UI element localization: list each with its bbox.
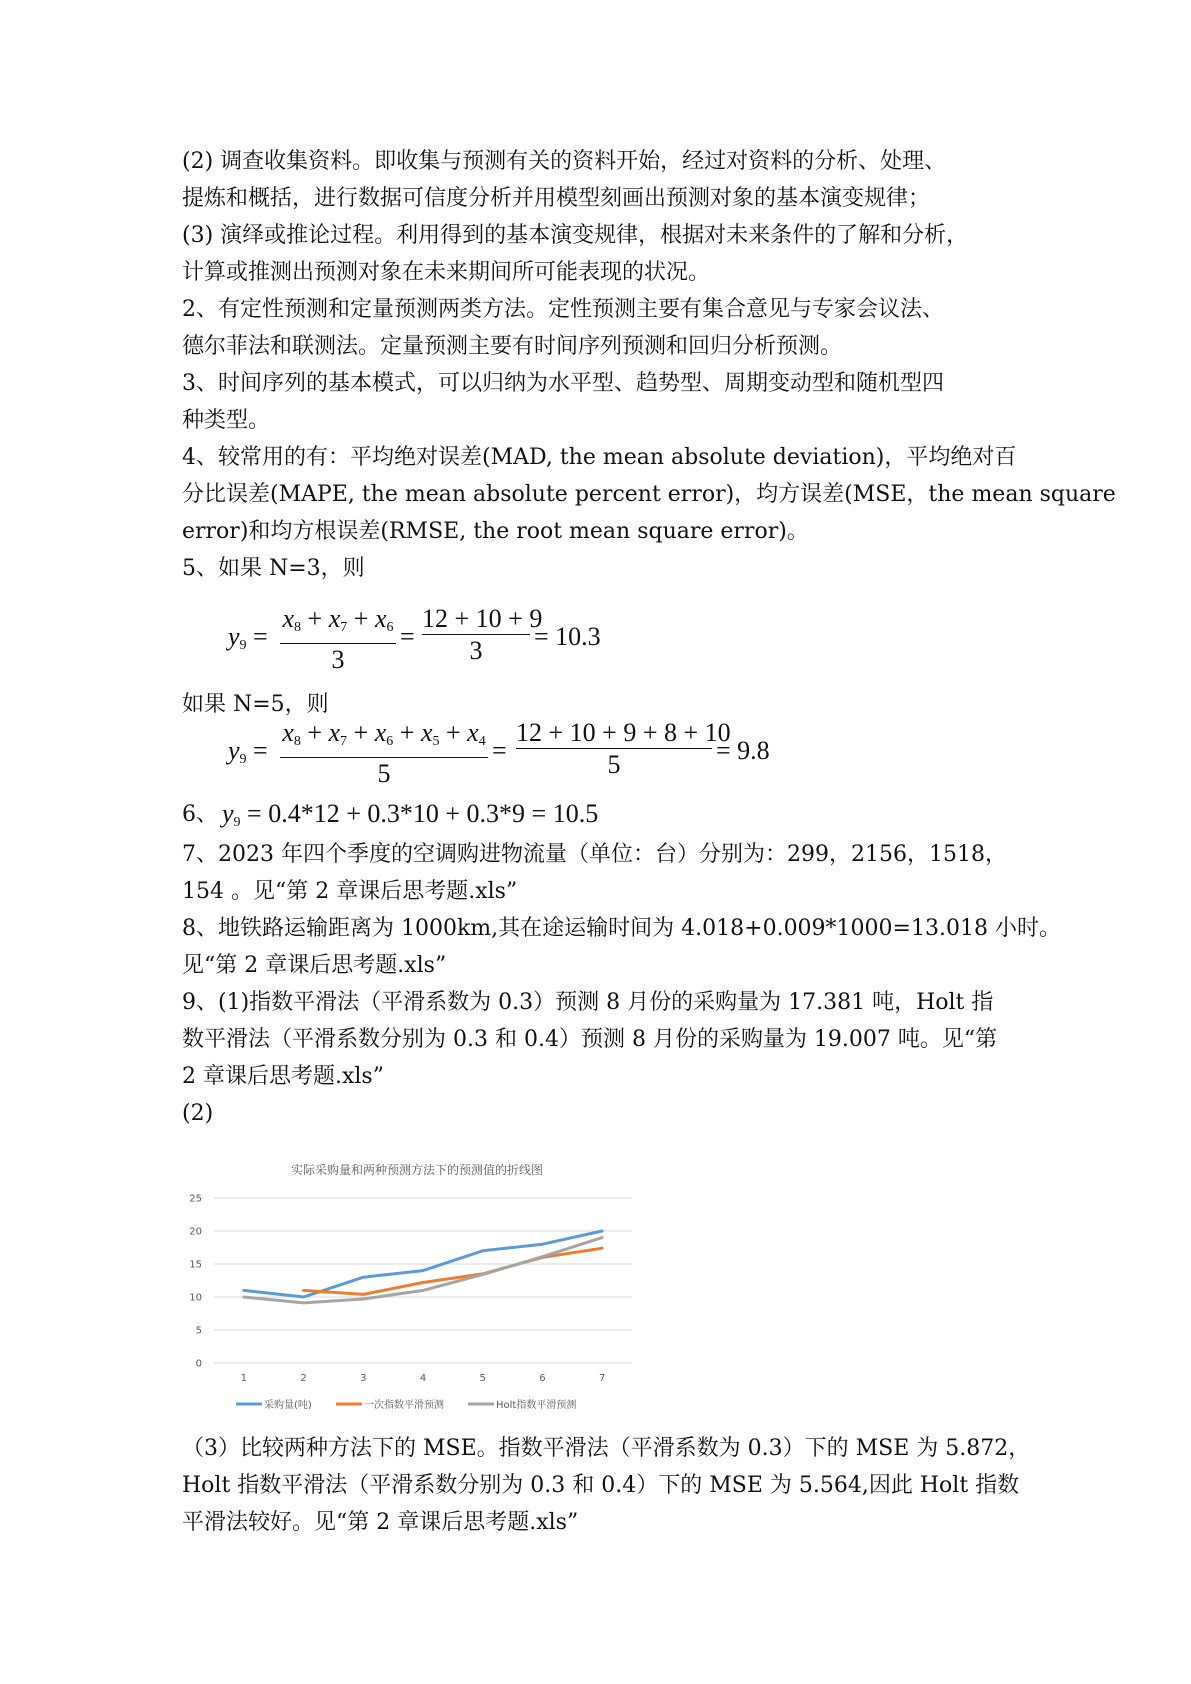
text-line: 8、地铁路运输距离为 1000km,其在途运输时间为 4.018+0.009*1000=13.018 小时。 — [182, 916, 1061, 941]
formula-2-eq: = — [492, 736, 507, 765]
x-tick-label: 2 — [300, 1373, 307, 1384]
formula-3: $y_9 = 0.4*12 + 0.3*10 + 0.3*9 = 10.5$ — [222, 799, 599, 830]
x-tick-label: 1 — [240, 1373, 248, 1384]
text-line: 计算或推测出预测对象在未来期间所可能表现的状况。 — [182, 260, 711, 285]
text-line: 6、 — [182, 802, 218, 827]
formula-2-result: = 9.8 — [716, 736, 770, 765]
x-tick-label: 5 — [479, 1373, 486, 1384]
formula-1-eq: = — [400, 622, 415, 651]
text-line: error)和均方根误差(RMSE, the root mean square error)。 — [182, 519, 809, 544]
formula-1-result: = 10.3 — [534, 622, 601, 651]
formula-1-fraction-b: 12 + 10 + 9 3 — [422, 604, 543, 665]
formula-1-fraction-a: $x_8 + x_7 + x_6$ 3 — [280, 604, 396, 676]
text-line: 7、2023 年四个季度的空调购进物流量（单位：台）分别为：299，2156，1518， — [182, 842, 1007, 867]
x-tick-label: 7 — [598, 1373, 606, 1384]
text-line: 如果 N=5，则 — [182, 692, 329, 717]
x-tick-label: 4 — [419, 1373, 427, 1384]
formula-2-lhs: $y_9$ = — [228, 736, 268, 767]
text-line: 3、时间序列的基本模式，可以归纳为水平型、趋势型、周期变动型和随机型四 — [182, 371, 944, 396]
line-chart — [182, 1150, 652, 1432]
text-line: 9、(1)指数平滑法（平滑系数为 0.3）预测 8 月份的采购量为 17.381 吨，Holt 指 — [182, 990, 994, 1015]
text-line: (2) — [182, 1101, 214, 1126]
text-line: (3) 演绎或推论过程。利用得到的基本演变规律，根据对未来条件的了解和分析， — [182, 223, 969, 248]
chart-svg — [182, 1150, 652, 1432]
formula-1-lhs: $y_9$ = — [228, 622, 268, 653]
formula-2-fraction-b: 12 + 10 + 9 + 8 + 10 5 — [516, 718, 731, 779]
y-tick-label: 20 — [189, 1226, 202, 1238]
text-line: 德尔菲法和联测法。定量预测主要有时间序列预测和回归分析预测。 — [182, 334, 843, 359]
chart-title: 实际采购量和两种预测方法下的预测值的折线图 — [290, 1163, 544, 1177]
legend-label: Holt指数平滑预测 — [496, 1400, 577, 1411]
x-tick-label: 6 — [539, 1373, 546, 1384]
y-tick-label: 25 — [189, 1193, 202, 1205]
text-line: 种类型。 — [182, 408, 271, 433]
text-line: 5、如果 N=3，则 — [182, 556, 365, 581]
text-line: 提炼和概括，进行数据可信度分析并用模型刻画出预测对象的基本演变规律； — [182, 186, 931, 211]
formula-2-fraction-a: $x_8 + x_7 + x_6 + x_5 + x_4$ 5 — [280, 718, 488, 790]
text-line: 数平滑法（平滑系数分别为 0.3 和 0.4）预测 8 月份的采购量为 19.007 吨。见“第 — [182, 1027, 998, 1052]
text-line: 平滑法较好。见“第 2 章课后思考题.xls” — [182, 1510, 579, 1535]
text-line: 见“第 2 章课后思考题.xls” — [182, 953, 447, 978]
y-tick-label: 10 — [189, 1292, 202, 1304]
series-line-2 — [304, 1248, 602, 1294]
x-tick-label: 3 — [360, 1373, 367, 1384]
text-line: （3）比较两种方法下的 MSE。指数平滑法（平滑系数为 0.3）下的 MSE 为 5.872， — [182, 1436, 1031, 1461]
text-line: 2 章课后思考题.xls” — [182, 1064, 384, 1089]
y-tick-label: 0 — [195, 1358, 202, 1370]
y-tick-label: 5 — [195, 1325, 202, 1337]
text-line: 分比误差(MAPE, the mean absolute percent error)，均方误差(MSE，the mean square — [182, 482, 1116, 507]
text-line: (2) 调查收集资料。即收集与预测有关的资料开始，经过对资料的分析、处理、 — [182, 149, 947, 174]
legend-label: 采购量(吨) — [264, 1400, 312, 1411]
text-line: 4、较常用的有：平均绝对误差(MAD, the mean absolute deviation)，平均绝对百 — [182, 445, 1017, 470]
text-line: Holt 指数平滑法（平滑系数分别为 0.3 和 0.4）下的 MSE 为 5.564,因此 Holt 指数 — [182, 1473, 1020, 1498]
text-line: 154 。见“第 2 章课后思考题.xls” — [182, 879, 518, 904]
y-tick-label: 15 — [189, 1259, 202, 1271]
legend-label: 一次指数平滑预测 — [364, 1400, 444, 1411]
text-line: 2、有定性预测和定量预测两类方法。定性预测主要有集合意见与专家会议法、 — [182, 297, 944, 322]
